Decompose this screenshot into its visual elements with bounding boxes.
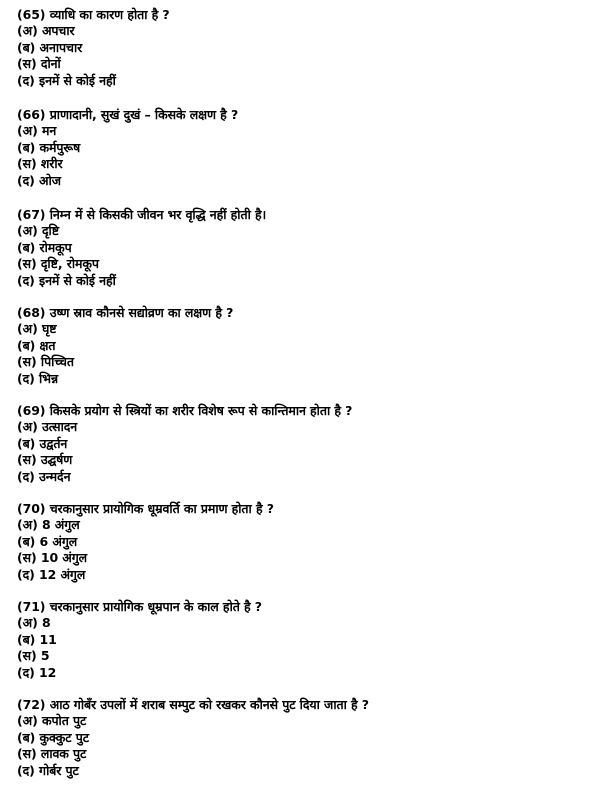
option-d bbox=[17, 73, 607, 89]
option-a bbox=[17, 517, 607, 533]
option-text: दृष्टि bbox=[41, 223, 59, 239]
question-block bbox=[17, 305, 607, 387]
option-d bbox=[17, 763, 607, 779]
question-number: (67) bbox=[17, 207, 46, 222]
question-number: (70) bbox=[17, 501, 46, 516]
option-b bbox=[17, 240, 607, 256]
question-number: (65) bbox=[17, 7, 46, 22]
option-text: गोर्बर पुट bbox=[39, 762, 79, 778]
option-b bbox=[17, 632, 607, 648]
option-text: 5 bbox=[40, 648, 50, 664]
option-text: रोमकूप bbox=[39, 239, 72, 255]
question-block bbox=[17, 599, 607, 681]
option-text: इनमें से कोई नहीं bbox=[39, 272, 116, 288]
option-label: (स) bbox=[17, 452, 37, 468]
option-label: (ब) bbox=[17, 239, 36, 255]
option-label: (द) bbox=[17, 762, 35, 778]
option-c bbox=[17, 256, 607, 272]
option-label: (ब) bbox=[17, 435, 36, 451]
option-b bbox=[17, 534, 607, 550]
option-c bbox=[17, 354, 607, 370]
question-number: (69) bbox=[17, 403, 46, 418]
option-text: मन bbox=[41, 123, 57, 139]
option-text: कुक्कुट पुट bbox=[39, 729, 89, 745]
option-label: (ब) bbox=[17, 631, 36, 647]
option-label: (ब) bbox=[17, 729, 36, 745]
question-body: आठ गोबँर उपलों में शराब सम्पुट को रखकर कौनसे पुट दिया जाता है ? bbox=[49, 697, 369, 712]
question-block bbox=[17, 501, 607, 583]
option-d bbox=[17, 567, 607, 583]
question-text bbox=[17, 305, 607, 321]
option-label: (स) bbox=[17, 156, 37, 172]
question-block bbox=[17, 7, 607, 89]
option-text: दोनों bbox=[40, 56, 61, 72]
option-label: (अ) bbox=[17, 419, 38, 435]
option-c bbox=[17, 156, 607, 172]
option-label: (अ) bbox=[17, 23, 38, 39]
option-b bbox=[17, 338, 607, 354]
option-text: अनापचार bbox=[39, 39, 83, 55]
option-c bbox=[17, 56, 607, 72]
option-label: (स) bbox=[17, 354, 37, 370]
option-text: 8 अंगुल bbox=[41, 517, 80, 533]
option-text: 10 अंगुल bbox=[40, 550, 88, 566]
option-b bbox=[17, 730, 607, 746]
option-b bbox=[17, 40, 607, 56]
option-d bbox=[17, 371, 607, 387]
question-body: उष्ण स्राव कौनसे सद्योव्रण का लक्षण है ? bbox=[49, 305, 234, 320]
option-a bbox=[17, 419, 607, 435]
option-c bbox=[17, 452, 607, 468]
option-label: (ब) bbox=[17, 139, 36, 155]
option-a bbox=[17, 321, 607, 337]
option-text: शरीर bbox=[40, 156, 63, 172]
option-b bbox=[17, 436, 607, 452]
option-d bbox=[17, 173, 607, 189]
question-body: किसके प्रयोग से स्त्रियों का शरीर विशेष रूप से कान्तिमान होता है ? bbox=[49, 403, 353, 418]
option-text: 6 अंगुल bbox=[39, 533, 78, 549]
question-number: (72) bbox=[17, 697, 46, 712]
option-a bbox=[17, 23, 607, 39]
option-text: अपचार bbox=[41, 23, 75, 39]
question-text bbox=[17, 7, 607, 23]
option-a bbox=[17, 223, 607, 239]
question-number: (68) bbox=[17, 305, 46, 320]
option-label: (अ) bbox=[17, 321, 38, 337]
question-block bbox=[17, 697, 607, 779]
question-text bbox=[17, 697, 607, 713]
option-text: ओज bbox=[39, 172, 61, 188]
question-block bbox=[17, 107, 607, 189]
question-body: चरकानुसार प्रायोगिक धूम्रवर्ति का प्रमाण होता है ? bbox=[49, 501, 274, 516]
question-block bbox=[17, 207, 607, 289]
option-label: (द) bbox=[17, 664, 35, 680]
option-text: क्षत bbox=[39, 337, 56, 353]
option-text: पिच्चित bbox=[40, 354, 74, 370]
option-label: (स) bbox=[17, 746, 37, 762]
option-text: 11 bbox=[39, 631, 57, 647]
question-number: (66) bbox=[17, 107, 46, 122]
option-text: उन्मर्दन bbox=[39, 468, 71, 484]
option-label: (ब) bbox=[17, 337, 36, 353]
question-body: प्राणादानी, सुखं दुखं – किसके लक्षण है ? bbox=[49, 107, 239, 122]
option-d bbox=[17, 469, 607, 485]
option-label: (स) bbox=[17, 56, 37, 72]
option-label: (अ) bbox=[17, 713, 38, 729]
option-label: (ब) bbox=[17, 533, 36, 549]
option-d bbox=[17, 665, 607, 681]
question-body: चरकानुसार प्रायोगिक धूम्रपान के काल होते है ? bbox=[49, 599, 262, 614]
option-text: दृष्टि, रोमकूप bbox=[40, 256, 99, 272]
question-body: व्याधि का कारण होता है ? bbox=[49, 7, 170, 22]
question-text bbox=[17, 599, 607, 615]
option-text: भिन्न bbox=[39, 370, 58, 386]
option-text: कर्मपुरूष bbox=[39, 139, 81, 155]
option-d bbox=[17, 273, 607, 289]
question-text bbox=[17, 403, 607, 419]
option-label: (द) bbox=[17, 172, 35, 188]
option-c bbox=[17, 746, 607, 762]
option-text: 12 अंगुल bbox=[39, 566, 86, 582]
option-text: 12 bbox=[39, 664, 57, 680]
option-label: (अ) bbox=[17, 223, 38, 239]
question-number: (71) bbox=[17, 599, 46, 614]
option-label: (द) bbox=[17, 468, 35, 484]
option-label: (स) bbox=[17, 648, 37, 664]
option-label: (स) bbox=[17, 550, 37, 566]
option-a bbox=[17, 615, 607, 631]
option-b bbox=[17, 140, 607, 156]
question-text bbox=[17, 207, 607, 223]
question-block bbox=[17, 403, 607, 485]
question-text bbox=[17, 501, 607, 517]
question-body: निम्न में से किसकी जीवन भर वृद्धि नहीं होती है। bbox=[49, 207, 267, 222]
option-text: घृष्ट bbox=[41, 321, 57, 337]
option-text: लावक पुट bbox=[40, 746, 87, 762]
option-text: उत्सादन bbox=[41, 419, 78, 435]
option-text: इनमें से कोई नहीं bbox=[39, 72, 116, 88]
option-label: (अ) bbox=[17, 123, 38, 139]
option-c bbox=[17, 648, 607, 664]
option-text: कपोत पुट bbox=[41, 713, 87, 729]
option-label: (द) bbox=[17, 566, 35, 582]
option-text: 8 bbox=[41, 615, 51, 631]
option-a bbox=[17, 123, 607, 139]
option-a bbox=[17, 713, 607, 729]
option-text: उद्घर्षण bbox=[40, 452, 73, 468]
option-label: (द) bbox=[17, 272, 35, 288]
option-label: (द) bbox=[17, 72, 35, 88]
option-label: (ब) bbox=[17, 39, 36, 55]
question-text bbox=[17, 107, 607, 123]
option-label: (द) bbox=[17, 370, 35, 386]
option-c bbox=[17, 550, 607, 566]
option-text: उद्वर्तन bbox=[39, 435, 68, 451]
option-label: (अ) bbox=[17, 615, 38, 631]
option-label: (अ) bbox=[17, 517, 38, 533]
option-label: (स) bbox=[17, 256, 37, 272]
